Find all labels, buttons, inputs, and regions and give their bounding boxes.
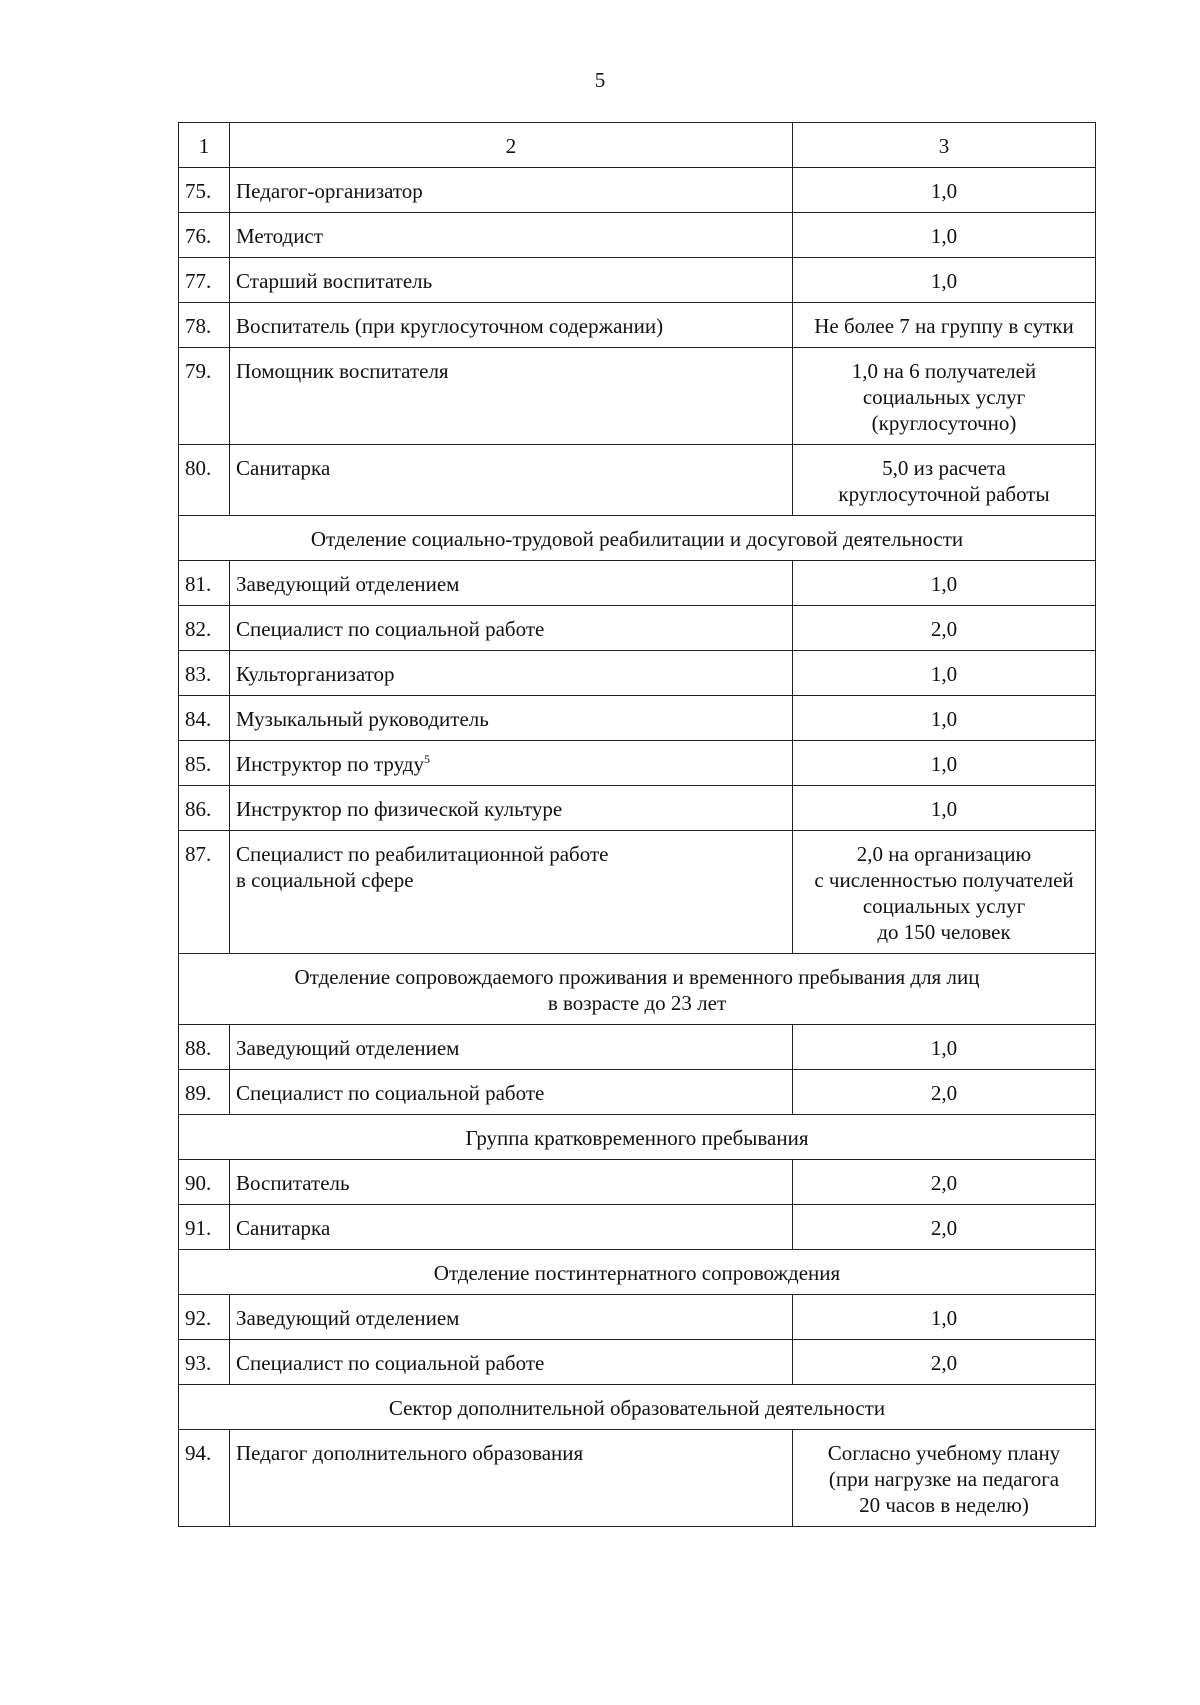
position-name-cell xyxy=(230,606,793,651)
position-name-cell xyxy=(230,1430,793,1527)
staffing-norm: 1,0 xyxy=(793,213,1096,258)
table-row xyxy=(179,1160,1096,1205)
table-row xyxy=(179,445,1096,516)
section-header-row xyxy=(179,1385,1096,1430)
table-row xyxy=(179,696,1096,741)
position-name: Заведующий отделением xyxy=(236,1306,460,1330)
table-row xyxy=(179,1025,1096,1070)
staffing-norm: 2,0 xyxy=(793,1205,1096,1250)
staffing-norm: 2,0 xyxy=(793,1070,1096,1115)
staffing-norm: 2,0 xyxy=(793,1340,1096,1385)
row-number: 80. xyxy=(179,445,230,516)
row-number: 81. xyxy=(179,561,230,606)
position-name-cell xyxy=(230,213,793,258)
table-header-row xyxy=(179,123,1096,168)
section-header-row xyxy=(179,516,1096,561)
position-name-cell xyxy=(230,168,793,213)
section-header-row xyxy=(179,1115,1096,1160)
row-number: 76. xyxy=(179,213,230,258)
section-title: Отделение социально-трудовой реабилитации и досуговой деятельности xyxy=(179,516,1096,561)
header-col-2: 2 xyxy=(230,123,793,168)
position-name-cell xyxy=(230,1025,793,1070)
position-name: Музыкальный руководитель xyxy=(236,707,489,731)
section-title: Группа кратковременного пребывания xyxy=(179,1115,1096,1160)
header-col-1: 1 xyxy=(179,123,230,168)
table-row xyxy=(179,606,1096,651)
row-number: 89. xyxy=(179,1070,230,1115)
position-name: Инструктор по труду xyxy=(236,752,424,776)
staffing-norm: 1,0 xyxy=(793,258,1096,303)
row-number: 83. xyxy=(179,651,230,696)
position-name-cell xyxy=(230,651,793,696)
row-number: 84. xyxy=(179,696,230,741)
staffing-norm: 1,0 xyxy=(793,651,1096,696)
position-name-cell xyxy=(230,561,793,606)
staffing-norm: 5,0 из расчета круглосуточной работы xyxy=(793,445,1096,516)
position-name: Специалист по реабилитационной работе в социальной сфере xyxy=(236,842,609,892)
table-row xyxy=(179,1070,1096,1115)
row-number: 88. xyxy=(179,1025,230,1070)
section-title: Отделение постинтернатного сопровождения xyxy=(179,1250,1096,1295)
staffing-norm: 2,0 на организацию с численностью получателей социальных услуг до 150 человек xyxy=(793,831,1096,954)
position-name-cell xyxy=(230,445,793,516)
footnote-marker: 5 xyxy=(423,752,430,766)
row-number: 90. xyxy=(179,1160,230,1205)
position-name: Воспитатель xyxy=(236,1171,350,1195)
position-name: Культорганизатор xyxy=(236,662,395,686)
staffing-norm: 2,0 xyxy=(793,1160,1096,1205)
staffing-norm: 1,0 xyxy=(793,741,1096,786)
staffing-norm: 1,0 xyxy=(793,168,1096,213)
section-title: Сектор дополнительной образовательной деятельности xyxy=(179,1385,1096,1430)
table-row xyxy=(179,1430,1096,1527)
page-number: 5 xyxy=(594,68,606,92)
table-row xyxy=(179,258,1096,303)
position-name-cell xyxy=(230,258,793,303)
position-name: Заведующий отделением xyxy=(236,572,460,596)
table-row xyxy=(179,1340,1096,1385)
position-name: Педагог-организатор xyxy=(236,179,423,203)
row-number: 77. xyxy=(179,258,230,303)
row-number: 79. xyxy=(179,348,230,445)
staffing-table xyxy=(178,122,1096,1527)
table-row xyxy=(179,561,1096,606)
staffing-norm: 1,0 на 6 получателей социальных услуг (круглосуточно) xyxy=(793,348,1096,445)
position-name: Санитарка xyxy=(236,456,331,480)
section-title: Отделение сопровождаемого проживания и временного пребывания для лиц в возрасте до 23 лет xyxy=(179,954,1096,1025)
row-number: 92. xyxy=(179,1295,230,1340)
staffing-norm: 1,0 xyxy=(793,561,1096,606)
staffing-norm: 2,0 xyxy=(793,606,1096,651)
position-name-cell xyxy=(230,831,793,954)
table-row xyxy=(179,786,1096,831)
position-name: Старший воспитатель xyxy=(236,269,433,293)
position-name: Санитарка xyxy=(236,1216,331,1240)
staffing-norm: 1,0 xyxy=(793,1025,1096,1070)
staffing-norm: 1,0 xyxy=(793,786,1096,831)
position-name: Педагог дополнительного образования xyxy=(236,1441,584,1465)
position-name-cell xyxy=(230,348,793,445)
row-number: 93. xyxy=(179,1340,230,1385)
position-name-cell xyxy=(230,786,793,831)
position-name: Специалист по социальной работе xyxy=(236,1351,545,1375)
table-row xyxy=(179,741,1096,786)
table-row xyxy=(179,1205,1096,1250)
section-header-row xyxy=(179,954,1096,1025)
position-name: Инструктор по физической культуре xyxy=(236,797,563,821)
position-name-cell xyxy=(230,696,793,741)
row-number: 82. xyxy=(179,606,230,651)
table-row xyxy=(179,1295,1096,1340)
table-row xyxy=(179,168,1096,213)
row-number: 85. xyxy=(179,741,230,786)
position-name-cell xyxy=(230,1070,793,1115)
position-name-cell xyxy=(230,303,793,348)
table-row xyxy=(179,213,1096,258)
position-name: Специалист по социальной работе xyxy=(236,1081,545,1105)
table-row xyxy=(179,651,1096,696)
position-name: Специалист по социальной работе xyxy=(236,617,545,641)
header-col-3: 3 xyxy=(793,123,1096,168)
row-number: 86. xyxy=(179,786,230,831)
row-number: 78. xyxy=(179,303,230,348)
row-number: 94. xyxy=(179,1430,230,1527)
table-row xyxy=(179,831,1096,954)
position-name-cell xyxy=(230,741,793,786)
row-number: 75. xyxy=(179,168,230,213)
table-row xyxy=(179,303,1096,348)
position-name-cell xyxy=(230,1295,793,1340)
row-number: 87. xyxy=(179,831,230,954)
section-header-row xyxy=(179,1250,1096,1295)
position-name: Воспитатель (при круглосуточном содержании) xyxy=(236,314,664,338)
position-name-cell xyxy=(230,1205,793,1250)
staffing-norm: 1,0 xyxy=(793,696,1096,741)
table-row xyxy=(179,348,1096,445)
position-name: Помощник воспитателя xyxy=(236,359,449,383)
position-name-cell xyxy=(230,1340,793,1385)
position-name-cell xyxy=(230,1160,793,1205)
row-number: 91. xyxy=(179,1205,230,1250)
table-body xyxy=(179,123,1096,1527)
position-name: Методист xyxy=(236,224,323,248)
staffing-norm: 1,0 xyxy=(793,1295,1096,1340)
position-name: Заведующий отделением xyxy=(236,1036,460,1060)
staffing-norm: Не более 7 на группу в сутки xyxy=(793,303,1096,348)
staffing-norm: Согласно учебному плану (при нагрузке на педагога 20 часов в неделю) xyxy=(793,1430,1096,1527)
